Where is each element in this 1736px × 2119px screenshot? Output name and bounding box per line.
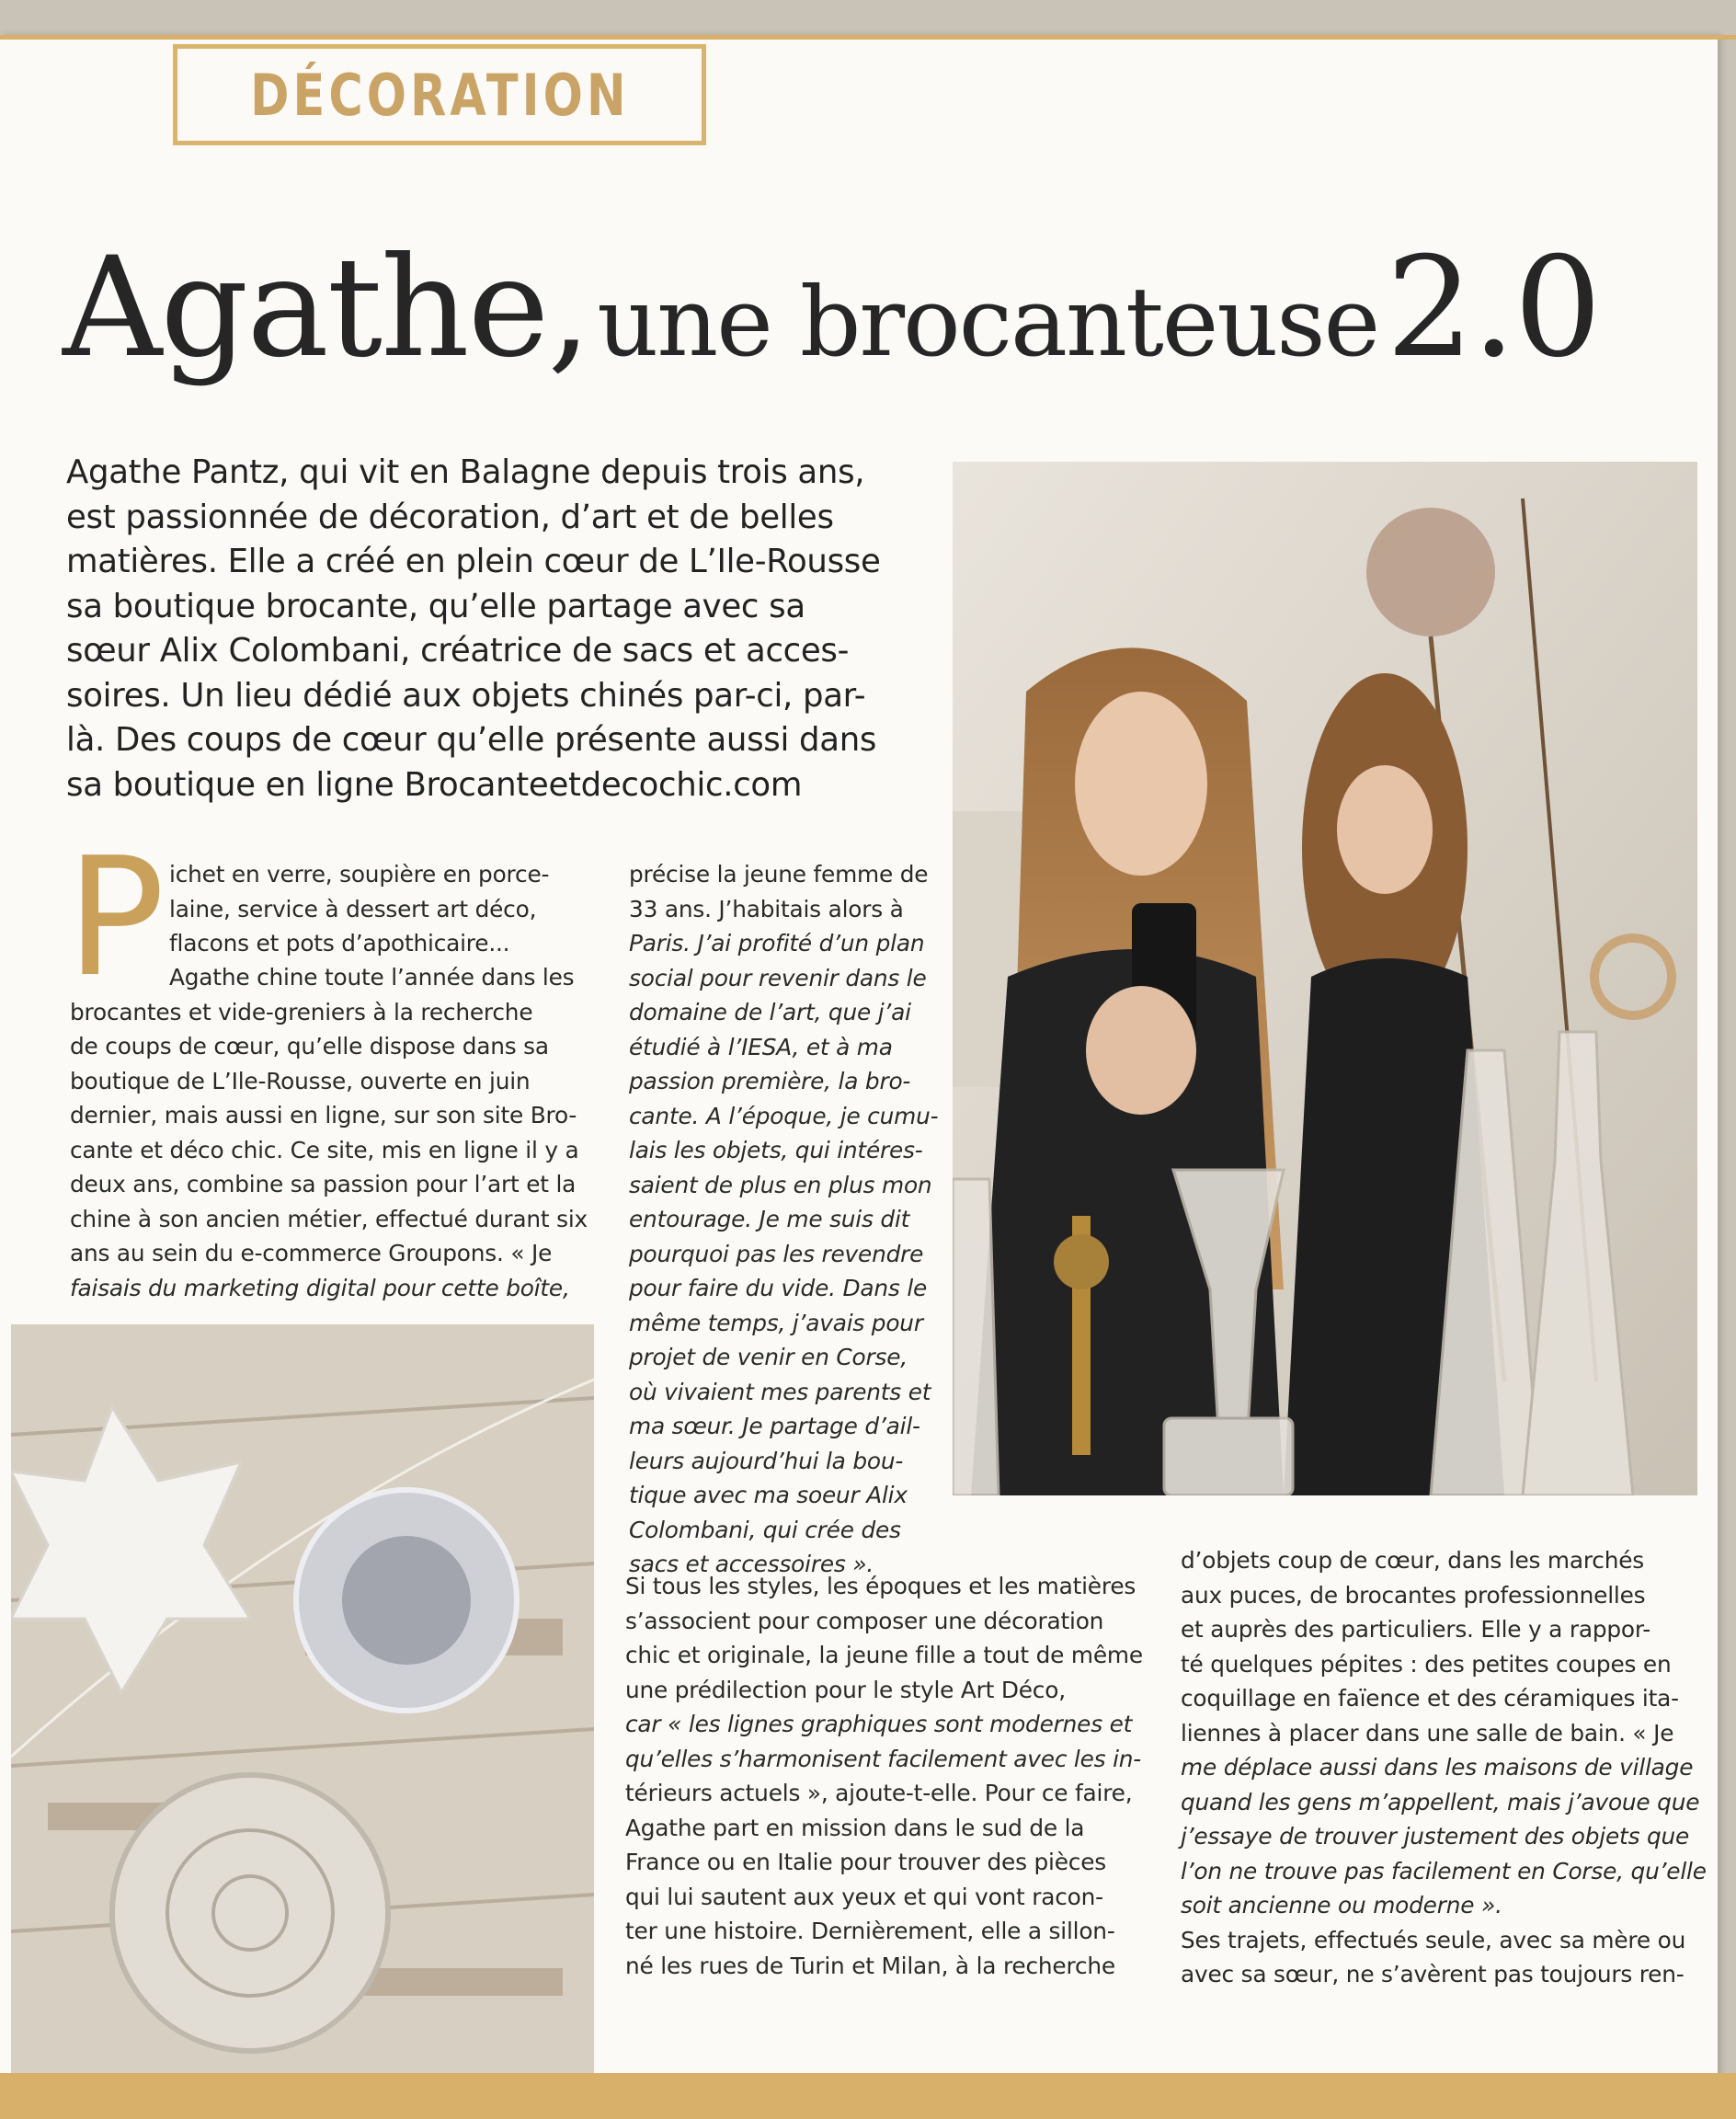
body-line: me déplace aussi dans les maisons de village <box>1181 1754 1694 1781</box>
body-line: entourage. Je me suis dit <box>629 1206 910 1232</box>
body-line: ans au sein du e-commerce Groupons. « Je <box>70 1240 553 1266</box>
body-line: Paris. J’ai profité d’un plan <box>629 930 925 956</box>
lead-line: là. Des coups de cœur qu’elle présente aussi dans <box>66 721 877 759</box>
body-line: soit ancienne ou moderne ». <box>1181 1892 1502 1919</box>
body-line: une prédilection pour le style Art Déco, <box>625 1676 1066 1703</box>
lead-line: soires. Un lieu dédié aux objets chinés par-ci, par- <box>66 676 866 715</box>
body-line: flacons et pots d’apothicaire... <box>169 930 510 956</box>
lead-line: sœur Alix Colombani, créatrice de sacs et acces- <box>66 632 850 670</box>
body-line: Agathe part en mission dans le sud de la <box>625 1814 1085 1841</box>
section-kicker: DÉCORATION <box>249 61 630 129</box>
headline <box>63 228 1718 388</box>
body-line: Si tous les styles, les époques et les matières <box>625 1573 1136 1599</box>
body-line: étudié à l’IESA, et à ma <box>629 1033 893 1060</box>
body-line: pourquoi pas les revendre <box>629 1240 924 1267</box>
lead-line: matières. Elle a créé en plein cœur de L’Ile-Rousse <box>66 543 881 580</box>
body-line: deux ans, combine sa passion pour l’art et la <box>70 1171 577 1197</box>
body-line: brocantes et vide-greniers à la recherche <box>70 998 533 1025</box>
body-line: car « les lignes graphiques sont modernes et <box>625 1711 1133 1737</box>
body-line: dernier, mais aussi en ligne, sur son site Bro- <box>70 1102 577 1128</box>
body-column-1 <box>70 960 594 1305</box>
headline-rest: une brocanteuse <box>597 266 1379 378</box>
body-line: chic et originale, la jeune fille a tout de même <box>625 1642 1143 1668</box>
body-column-2-lower <box>625 1569 1149 1983</box>
body-line: qu’elles s’harmonisent facilement avec les in- <box>625 1745 1142 1772</box>
body-line: liennes à placer dans une salle de bain. « Je <box>1181 1719 1674 1747</box>
section-kicker-box <box>173 44 706 145</box>
body-line: tique avec ma soeur Alix <box>629 1482 908 1508</box>
body-line: ichet en verre, soupière en porce- <box>169 861 550 888</box>
body-line: chine à son ancien métier, effectué durant six <box>70 1205 588 1232</box>
body-line: ter une histoire. Dernièrement, elle a sillon- <box>625 1918 1115 1944</box>
body-line: coquillage en faïence et des céramiques ita- <box>1181 1685 1679 1712</box>
bottom-band <box>0 2073 1736 2119</box>
body-line: pour faire du vide. Dans le <box>629 1275 928 1301</box>
body-line: projet de venir en Corse, <box>629 1344 908 1370</box>
body-line: lais les objets, qui intéres- <box>629 1137 923 1163</box>
body-line: s’associent pour composer une décoration <box>625 1607 1104 1634</box>
body-line: té quelques pépites : des petites coupes en <box>1181 1650 1672 1678</box>
body-line: social pour revenir dans le <box>629 964 927 991</box>
photo-glassware <box>11 1324 594 2073</box>
lead-line: sa boutique en ligne Brocanteetdecochic.com <box>66 765 803 804</box>
lead-paragraph <box>66 451 921 808</box>
body-line: Ses trajets, effectués seule, avec sa mère ou <box>1181 1926 1686 1953</box>
body-line: cante et déco chic. Ce site, mis en ligne il y a <box>70 1136 579 1163</box>
lead-line: Agathe Pantz, qui vit en Balagne depuis trois ans, <box>66 453 865 491</box>
body-column-1-top <box>169 857 601 961</box>
body-line: né les rues de Turin et Milan, à la recherche <box>625 1952 1115 1979</box>
body-line: Agathe chine toute l’année dans les <box>169 964 575 991</box>
body-line: de coups de cœur, qu’elle dispose dans sa <box>70 1033 549 1060</box>
body-line: Colombani, qui crée des <box>629 1516 901 1543</box>
body-line: avec sa sœur, ne s’avèrent pas toujours ren- <box>1181 1961 1685 1987</box>
body-line: même temps, j’avais pour <box>629 1309 923 1336</box>
headline-number: 2.0 <box>1386 228 1600 388</box>
body-line: France ou en Italie pour trouver des pièces <box>625 1849 1106 1875</box>
body-column-2 <box>629 857 939 1582</box>
photo-mirror-selfie <box>953 462 1697 1495</box>
body-line: sacs et accessoires ». <box>629 1551 874 1577</box>
body-line: saient de plus en plus mon <box>629 1171 932 1198</box>
photo-glassware-art <box>11 1324 594 2073</box>
body-line: térieurs actuels », ajoute-t-elle. Pour ce faire, <box>625 1780 1133 1806</box>
body-column-3 <box>1181 1543 1707 1992</box>
body-line: aux puces, de brocantes professionnelles <box>1181 1581 1646 1609</box>
body-line: cante. A l’époque, je cumu- <box>629 1102 939 1129</box>
top-rule <box>0 35 1736 40</box>
photo-mirror-selfie-art <box>953 462 1697 1495</box>
body-line: d’objets coup de cœur, dans les marchés <box>1181 1547 1645 1574</box>
body-line: boutique de L’Ile-Rousse, ouverte en juin <box>70 1067 531 1094</box>
body-line: faisais du marketing digital pour cette boîte, <box>70 1274 570 1301</box>
body-line: qui lui sautent aux yeux et qui vont racon- <box>625 1883 1103 1910</box>
body-line: précise la jeune femme de <box>629 861 929 888</box>
drop-cap: P <box>66 822 166 1013</box>
body-line: et auprès des particuliers. Elle y a rappor- <box>1181 1616 1651 1643</box>
body-line: laine, service à dessert art déco, <box>169 895 537 922</box>
body-line: j’essaye de trouver justement des objets que <box>1181 1823 1690 1850</box>
body-line: l’on ne trouve pas facilement en Corse, qu’elle <box>1181 1857 1707 1884</box>
body-line: passion première, la bro- <box>629 1068 911 1094</box>
headline-name: Agathe, <box>63 228 590 388</box>
body-line: leurs aujourd’hui la bou- <box>629 1447 904 1474</box>
body-line: ma sœur. Je partage d’ail- <box>629 1413 920 1439</box>
lead-line: est passionnée de décoration, d’art et de belles <box>66 498 834 536</box>
lead-line: sa boutique brocante, qu’elle partage avec sa <box>66 587 805 625</box>
body-line: 33 ans. J’habitais alors à <box>629 895 904 922</box>
body-line: domaine de l’art, que j’ai <box>629 999 911 1025</box>
body-line: quand les gens m’appellent, mais j’avoue que <box>1181 1788 1700 1815</box>
body-line: où vivaient mes parents et <box>629 1378 931 1405</box>
